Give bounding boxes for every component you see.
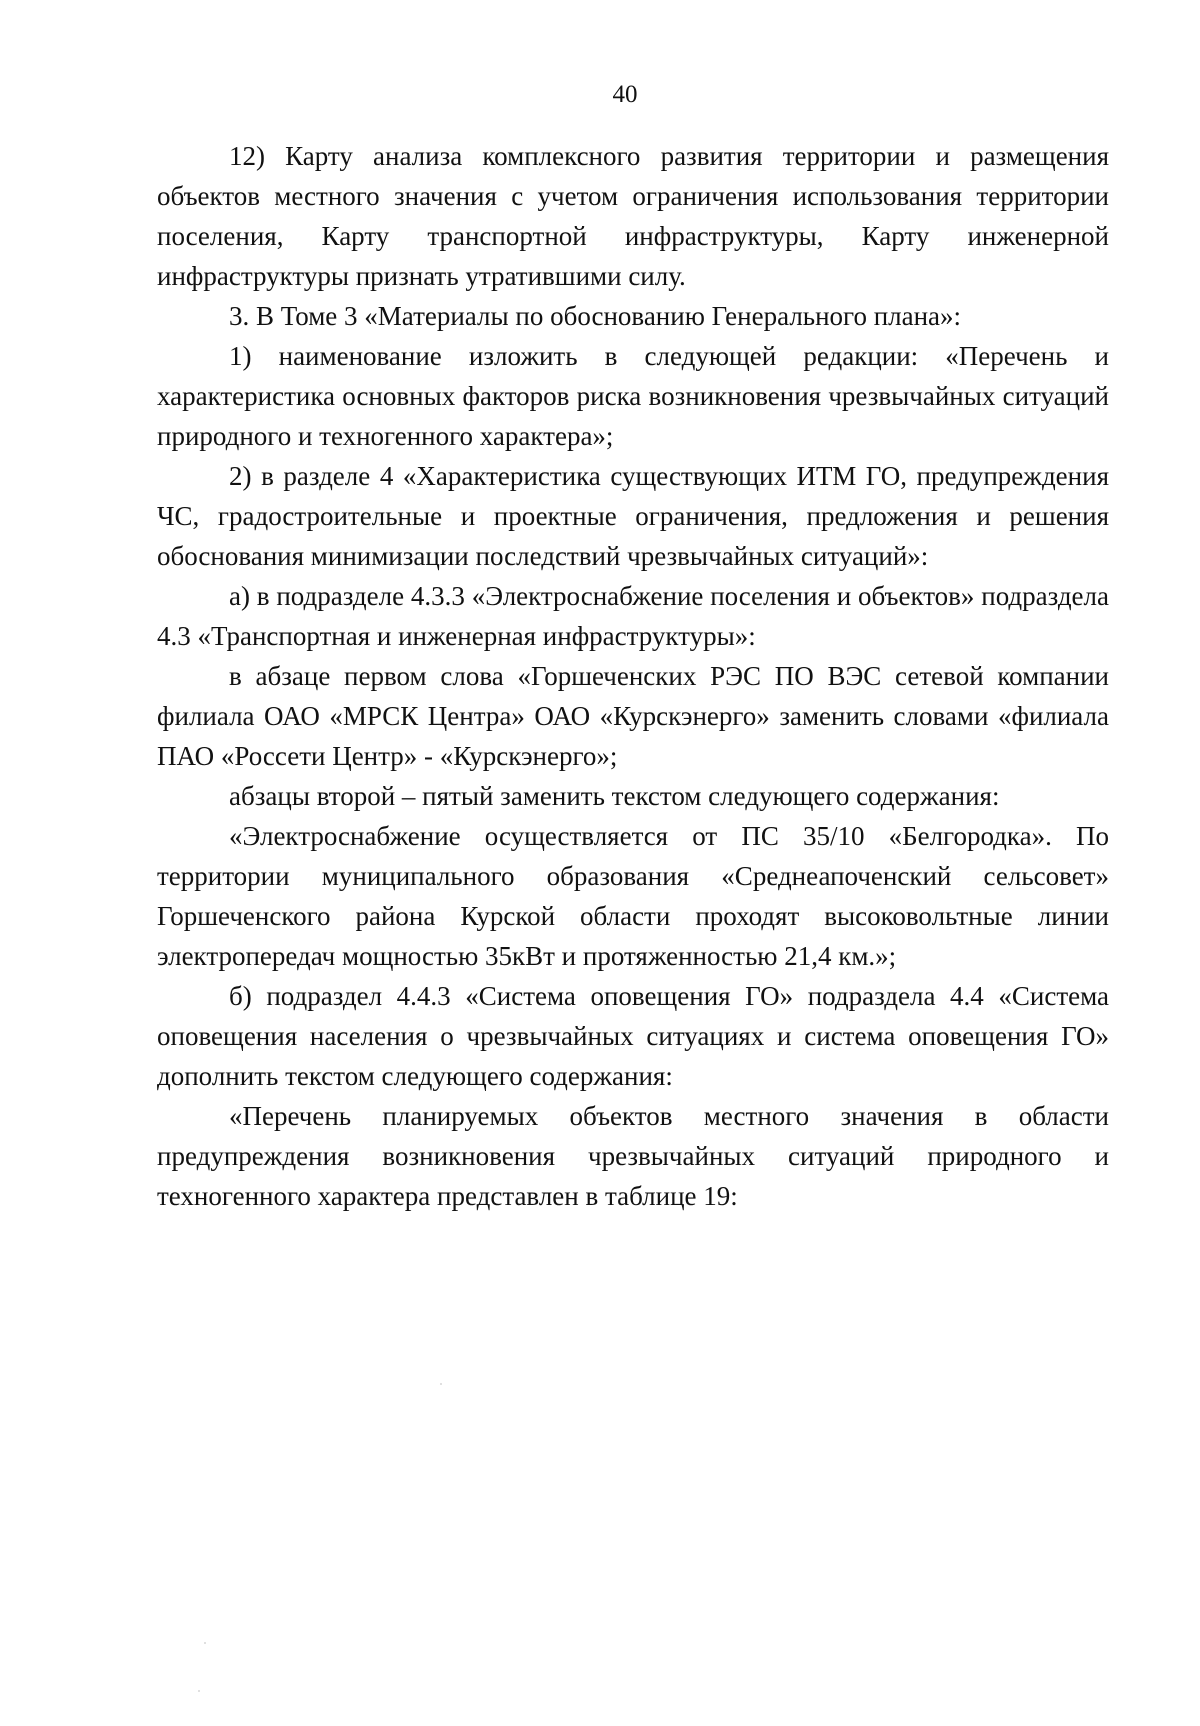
scan-speck (198, 1690, 200, 1692)
paragraph-item-12: 12) Карту анализа комплексного развития территории и размещения объектов местного значения с учетом ограничения использования территории поселения, Карту транспортной инфраструктуры, Карту инженерной инфраструктуры признать утратившими силу. (157, 141, 1109, 291)
scan-speck (204, 1642, 206, 1644)
paragraph-abzacs-replace: абзацы второй – пятый заменить текстом следующего содержания: (229, 781, 1000, 811)
paragraph-item-2: 2) в разделе 4 «Характеристика существующих ИТМ ГО, предупреждения ЧС, градостроительные и проектные ограничения, предложения и решения обоснования минимизации последствий чрезвычайных ситуаций»: (157, 461, 1109, 571)
paragraph-table-intro: «Перечень планируемых объектов местного значения в области предупреждения возникновения чрезвычайных ситуаций природного и техногенного характера представлен в таблице 19: (157, 1101, 1109, 1211)
scan-speck (440, 1383, 442, 1385)
paragraph-power-supply-quote: «Электроснабжение осуществляется от ПС 35/10 «Белгородка». По территории муниципального образования «Среднеапоченский сельсовет» Горшеченского района Курской области проходят высоковольтные линии электропередач мощностью 35кВт и протяженностью 21,4 км.»; (157, 821, 1109, 971)
paragraph-item-1: 1) наименование изложить в следующей редакции: «Перечень и характеристика основных факторов риска возникновения чрезвычайных ситуаций природного и техногенного характера»; (157, 341, 1109, 451)
paragraph-section-3: 3. В Томе 3 «Материалы по обоснованию Генерального плана»: (229, 301, 962, 331)
document-body (157, 136, 1109, 1216)
paragraph-subitem-a: а) в подразделе 4.3.3 «Электроснабжение поселения и объектов» подраздела 4.3 «Транспортная и инженерная инфраструктуры»: (157, 581, 1109, 651)
paragraph-subitem-b: б) подраздел 4.4.3 «Система оповещения ГО» подраздела 4.4 «Система оповещения населения о чрезвычайных ситуациях и система оповещения ГО» дополнить текстом следующего содержания: (157, 981, 1109, 1091)
paragraph-first-abzac: в абзаце первом слова «Горшеченских РЭС ПО ВЭС сетевой компании филиала ОАО «МРСК Центра» ОАО «Курскэнерго» заменить словами «филиала ПАО «Россети Центр» - «Курскэнерго»; (157, 661, 1109, 771)
page-number: 40 (612, 81, 638, 108)
